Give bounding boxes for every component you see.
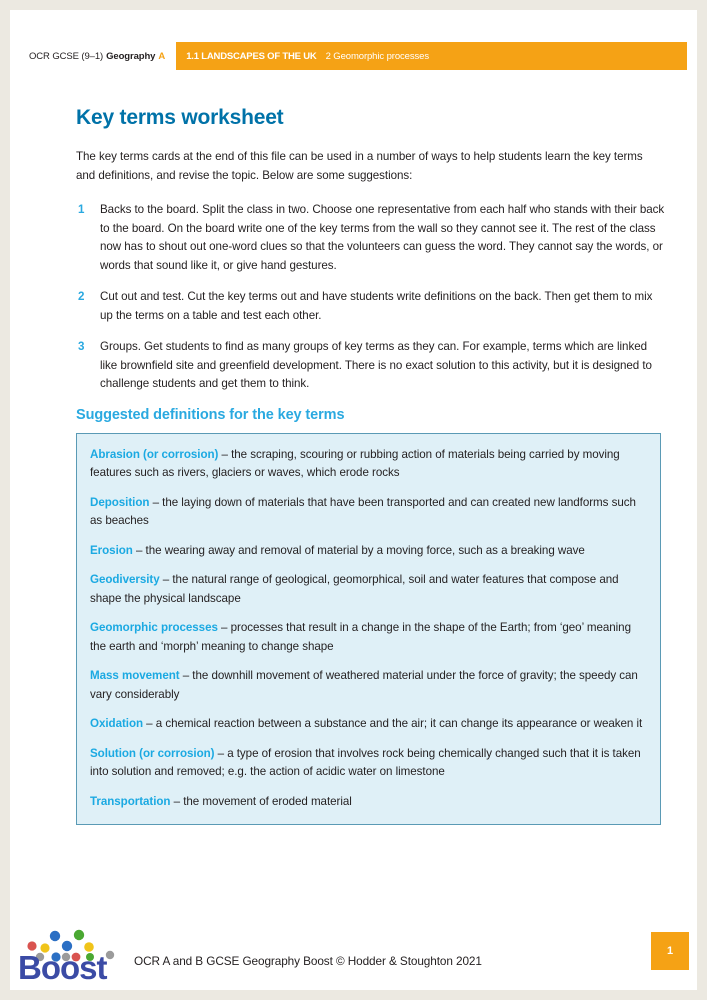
list-item-number: 1 (78, 203, 85, 216)
list-item-number: 3 (78, 340, 85, 353)
definition-body: – the natural range of geological, geomorphical, soil and water features that compose and shape the physical landscape (90, 573, 619, 605)
header-tier: A (158, 50, 166, 62)
definition-term: Transportation (90, 794, 171, 808)
definition-body: – the scraping, scouring or rubbing action of materials being carried by moving features such as rivers, glaciers or waves, which erode rocks (90, 447, 620, 479)
definition-body: – the downhill movement of weathered material under the force of gravity; the speedy can vary considerably (90, 669, 638, 701)
page-footer (10, 900, 697, 990)
definitions-box (76, 433, 661, 826)
main-content (76, 106, 665, 825)
definition-item (90, 542, 647, 561)
definition-term: Solution (or corrosion) (90, 746, 215, 760)
header-subject: Geography (106, 50, 156, 62)
definition-body: – a type of erosion that involves rock being chemically changed such that it is taken into solution and removed; e.g. the action of acidic water on limestone (90, 746, 641, 778)
header-unit-block (176, 42, 687, 70)
footer-copyright: OCR A and B GCSE Geography Boost © Hodder & Stoughton 2021 (134, 954, 482, 968)
definition-body: – processes that result in a change in the shape of the Earth; from ‘geo’ meaning the earth and ‘morph’ meaning to change shape (90, 621, 631, 653)
definition-term: Deposition (90, 495, 150, 509)
header-spec-block (20, 42, 176, 70)
definition-item (90, 571, 647, 608)
svg-text:Boost: Boost (18, 949, 107, 982)
definition-item (90, 446, 647, 483)
definition-term: Geomorphic processes (90, 621, 218, 634)
definition-term: Erosion (90, 543, 133, 557)
list-item (76, 338, 666, 394)
header-topic-title: 2 Geomorphic processes (325, 50, 429, 62)
intro-paragraph: The key terms cards at the end of this file can be used in a number of ways to help students learn the key terms and definitions, and revise the topic. Below are some suggestions: (76, 150, 643, 182)
header-spec-code: OCR GCSE (9–1) (29, 50, 104, 62)
list-item (76, 201, 666, 275)
definition-body: – the wearing away and removal of material by a moving force, such as a breaking wave (132, 543, 585, 557)
definition-body: – the laying down of materials that have been transported and can created new landforms such as beaches (90, 495, 636, 527)
list-item-number: 2 (78, 290, 85, 303)
definition-item (90, 619, 647, 656)
worksheet-page (10, 10, 697, 990)
definition-term: Mass movement (90, 669, 180, 682)
list-item (76, 288, 666, 325)
suggestions-list (76, 201, 665, 394)
definition-term: Abrasion (or corrosion) (90, 447, 219, 461)
definition-body: – the movement of eroded material (170, 794, 352, 808)
definition-item (90, 793, 647, 812)
page-number-badge: 1 (651, 932, 689, 970)
definition-item (90, 667, 647, 704)
section-heading-definitions: Suggested definitions for the key terms (76, 406, 345, 423)
definition-body: – a chemical reaction between a substance and the air; it can change its appearance or weaken it (143, 717, 643, 730)
boost-logo (18, 924, 138, 982)
boost-logo-icon (18, 924, 138, 982)
list-item-text: Backs to the board. Split the class in two. Choose one representative from each half who stands with their back to the board. On the board write one of the key terms from the wall so they cannot see it. The rest of the class now has to shout out one-word clues so that the volunteers can guess the word. They cannot say the words, or words that sound like it, or give hand gestures. (100, 203, 665, 272)
list-item-text: Cut out and test. Cut the key terms out and have students write definitions on the back. Then get them to mix up the terms on a table and test each other. (100, 290, 653, 322)
definition-term: Geodiversity (90, 573, 160, 586)
page-title: Key terms worksheet (76, 106, 284, 129)
header-unit-title: 1.1 LANDSCAPES OF THE UK (186, 50, 317, 62)
document-header-bar (20, 42, 687, 70)
definition-item (90, 715, 647, 734)
definition-item (90, 745, 647, 782)
list-item-text: Groups. Get students to find as many groups of key terms as they can. For example, terms which are linked like brownfield site and greenfield development. There is no exact solution to this activity, but it is designed to challenge students and get them to think. (100, 340, 652, 390)
definition-term: Oxidation (90, 717, 144, 730)
definition-item (90, 494, 647, 531)
